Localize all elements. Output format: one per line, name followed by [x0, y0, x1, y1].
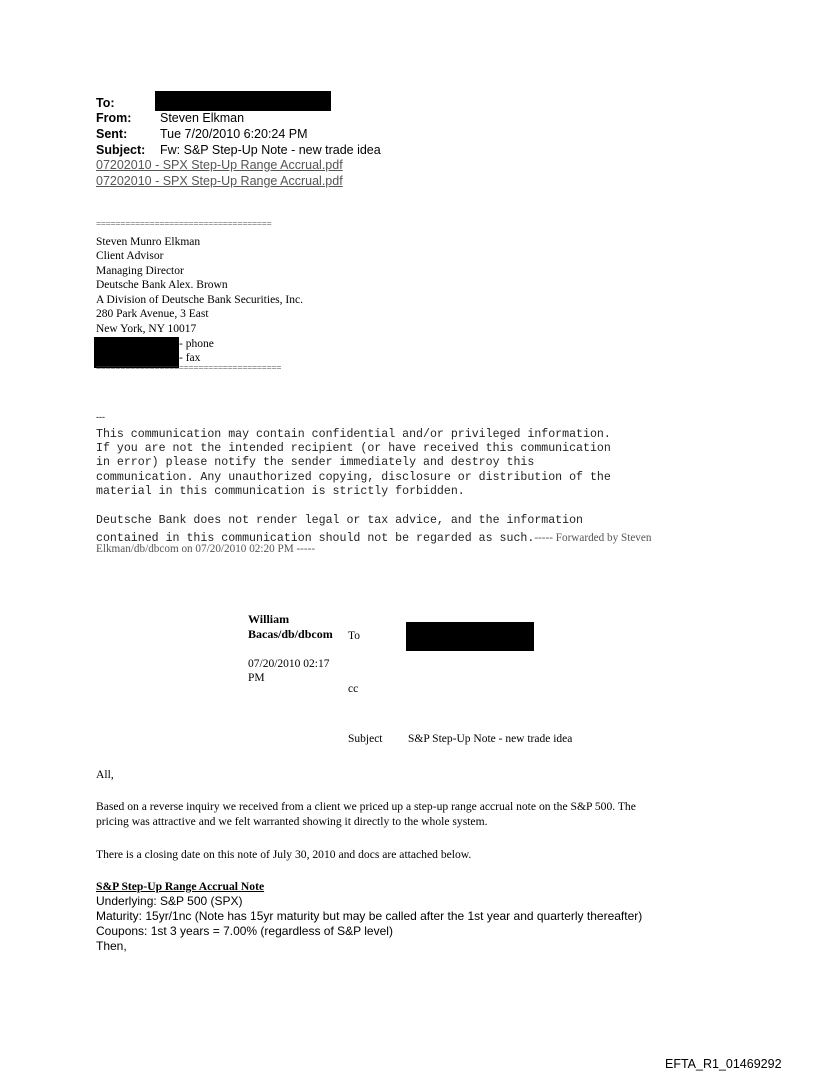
- bates-number: EFTA_R1_01469292: [665, 1057, 782, 1071]
- note-line: Underlying: S&P 500 (SPX): [96, 894, 243, 908]
- forward-date: 07/20/2010 02:17: [248, 658, 330, 670]
- signature-line: Managing Director: [96, 265, 184, 277]
- from-label: From:: [96, 111, 132, 125]
- forward-subject-label: Subject: [348, 733, 383, 745]
- separator-dashes: ---: [96, 412, 105, 422]
- signature-line: Deutsche Bank Alex. Brown: [96, 279, 228, 291]
- note-title: S&P Step-Up Range Accrual Note: [96, 880, 265, 893]
- body-paragraph-line: Based on a reverse inquiry we received from a client we priced up a step-up range accrual note on the S&P 500. The: [96, 800, 636, 813]
- subject-value: Fw: S&P Step-Up Note - new trade idea: [160, 143, 381, 157]
- redaction-box: [406, 622, 534, 651]
- disclaimer-line: Deutsche Bank does not render legal or tax advice, and the information: [96, 514, 584, 527]
- signature-rule-top: ====================================: [96, 219, 272, 229]
- attachment-link[interactable]: 07202010 - SPX Step-Up Range Accrual.pdf: [96, 158, 343, 172]
- subject-label: Subject:: [96, 143, 146, 157]
- body-paragraph-line: pricing was attractive and we felt warranted showing it directly to the whole system.: [96, 815, 488, 828]
- disclaimer-line: contained in this communication should not be regarded as such.: [96, 532, 535, 545]
- forward-sender-name: William: [248, 612, 290, 626]
- forward-cc-label: cc: [348, 683, 359, 695]
- body-paragraph: There is a closing date on this note of July 30, 2010 and docs are attached below.: [96, 848, 472, 861]
- attachment-link[interactable]: 07202010 - SPX Step-Up Range Accrual.pdf: [96, 174, 343, 188]
- greeting: All,: [96, 768, 114, 781]
- disclaimer-line: This communication may contain confidential and/or privileged information.: [96, 428, 611, 441]
- phone-label: - phone: [179, 338, 214, 350]
- sent-label: Sent:: [96, 127, 128, 141]
- forwarded-by-text: ----- Forwarded by Steven: [534, 532, 652, 544]
- note-line: Coupons: 1st 3 years = 7.00% (regardless of S&P level): [96, 924, 393, 938]
- signature-line: A Division of Deutsche Bank Securities, Inc.: [96, 294, 303, 306]
- forward-to-label: To: [348, 630, 360, 642]
- signature-line: New York, NY 10017: [96, 323, 197, 335]
- to-label: To:: [96, 96, 115, 110]
- signature-line: 280 Park Avenue, 3 East: [96, 308, 209, 320]
- redaction-box: [155, 91, 331, 111]
- note-line: Then,: [96, 939, 127, 953]
- signature-line: Client Advisor: [96, 250, 164, 262]
- fax-label: - fax: [179, 352, 201, 364]
- disclaimer-line: material in this communication is strictly forbidden.: [96, 485, 465, 498]
- forwarded-by-text: Elkman/db/dbcom on 07/20/2010 02:20 PM -----: [96, 543, 316, 555]
- forward-sender-name: Bacas/db/dbcom: [248, 627, 333, 641]
- disclaimer-line: If you are not the intended recipient (or have received this communication: [96, 442, 611, 455]
- disclaimer-line: communication. Any unauthorized copying, disclosure or distribution of the: [96, 471, 611, 484]
- forward-subject-value: S&P Step-Up Note - new trade idea: [408, 733, 573, 745]
- signature-rule-bottom: ======================================: [96, 363, 282, 373]
- signature-name: Steven Munro Elkman: [96, 236, 201, 248]
- note-line: Maturity: 15yr/1nc (Note has 15yr maturity but may be called after the 1st year and quarterly thereafter): [96, 909, 643, 923]
- from-value: Steven Elkman: [160, 111, 245, 125]
- disclaimer-line: in error) please notify the sender immediately and destroy this: [96, 456, 535, 469]
- sent-value: Tue 7/20/2010 6:20:24 PM: [160, 127, 308, 141]
- forward-date: PM: [248, 672, 265, 684]
